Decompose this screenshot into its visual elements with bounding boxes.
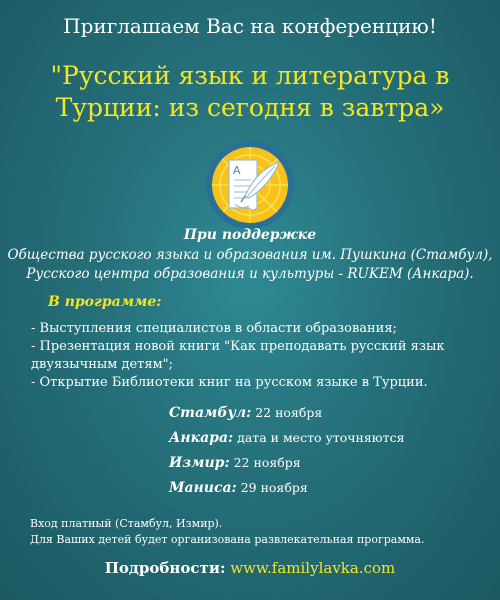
- list-item: - Презентация новой книги "Как преподавать русский язык двуязычным детям";: [31, 339, 445, 372]
- event-date: 22 ноября: [229, 455, 301, 470]
- support-line-1: Общества русского языка и образования им. Пушкина (Стамбул),: [7, 247, 493, 263]
- program-list: [31, 320, 476, 392]
- event-city: Стамбул:: [169, 405, 252, 421]
- event-date: 22 ноября: [251, 405, 323, 420]
- conference-title: [0, 60, 500, 124]
- support-organizations: [0, 246, 500, 284]
- event-city: Маниса:: [169, 480, 237, 496]
- details-footer: [0, 559, 500, 577]
- list-item: - Выступления специалистов в области образования;: [31, 321, 397, 336]
- event-ankara: [169, 430, 489, 455]
- support-line-2: Русского центра образования и культуры - RUKEM (Анкара).: [26, 266, 474, 282]
- entry-note-line-2: Для Ваших детей будет организована развлекательная программа.: [30, 533, 425, 546]
- invitation-heading: Приглашаем Вас на конференцию!: [63, 14, 437, 38]
- event-date: 29 ноября: [236, 480, 308, 495]
- support-heading: При поддержке: [183, 227, 317, 243]
- entry-note-line-1: Вход платный (Стамбул, Измир).: [30, 517, 223, 530]
- event-izmir: [169, 455, 489, 480]
- list-item: - Открытие Библиотеки книг на русском языке в Турции.: [31, 375, 428, 390]
- entry-note: [30, 516, 470, 548]
- event-manisa: [169, 480, 489, 505]
- event-istanbul: [169, 405, 489, 430]
- program-heading: В программе:: [48, 294, 162, 310]
- conference-title-line-1: "Русский язык и литература в: [50, 61, 450, 90]
- conference-title-line-2: Турции: из сегодня в завтра»: [55, 93, 445, 122]
- logo-letter: A: [233, 164, 241, 177]
- details-label: Подробности:: [104, 559, 226, 577]
- event-city: Измир:: [169, 455, 230, 471]
- event-city: Анкара:: [169, 430, 234, 446]
- event-date: дата и место уточняются: [233, 430, 405, 445]
- quill-and-paper-icon: [205, 140, 295, 230]
- website-link[interactable]: www.familylavka.com: [230, 559, 396, 577]
- event-schedule: [169, 405, 489, 505]
